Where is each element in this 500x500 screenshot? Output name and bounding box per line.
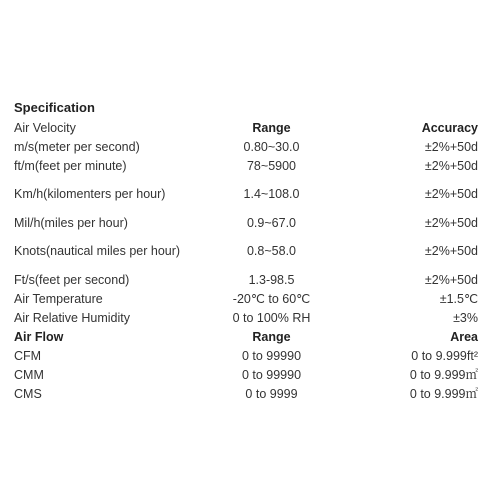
row-accuracy: ±1.5℃ [439,291,478,306]
velocity-header-label: Air Velocity [14,120,76,135]
row-label: ft/m(feet per minute) [14,158,127,173]
row-accuracy: ±2%+50d [424,139,478,154]
row-label: Air Relative Humidity [14,310,131,325]
row-label: Knots(nautical miles per hour) [14,243,181,258]
row-label: CFM [14,348,42,363]
row-label: m/s(meter per second) [14,139,140,154]
row-range: 0 to 99990 [241,367,302,382]
row-label: Mil/h(miles per hour) [14,215,128,230]
table-row [14,384,486,403]
table-row [14,213,486,232]
row-area: 0 to 9.999ft² [411,348,478,363]
table-row [14,346,486,365]
flow-header-area: Area [450,329,478,344]
row-range: 0.80~30.0 [243,139,300,154]
row-accuracy: ±2%+50d [424,187,478,201]
row-accuracy: ±3% [453,310,478,325]
row-accuracy: ±2%+50d [424,272,478,287]
row-label: CMM [14,367,44,382]
table-row [14,365,486,384]
table-row [14,156,486,175]
flow-header-label: Air Flow [14,329,64,344]
row-range: -20℃ to 60℃ [232,291,311,306]
row-range: 78~5900 [246,158,296,173]
spec-title: Specification [14,100,95,115]
table-row [14,175,486,213]
velocity-header-row [14,118,486,137]
row-area: 0 to 9.999㎡ [409,386,478,401]
row-accuracy: ±2%+50d [424,215,478,230]
velocity-header-accuracy: Accuracy [421,120,478,135]
velocity-header-range: Range [252,120,291,135]
row-accuracy: ±2%+50d [424,158,478,173]
row-accuracy: ±2%+50d [424,244,478,258]
row-label: CMS [14,386,42,401]
row-range: 0.8~58.0 [246,244,296,258]
specification-table [14,118,486,403]
table-row [14,270,486,289]
row-range: 1.4~108.0 [243,187,300,201]
row-range: 0 to 99990 [241,348,302,363]
row-range: 0 to 9999 [245,386,298,401]
table-row [14,308,486,327]
row-area: 0 to 9.999㎡ [409,367,478,382]
flow-header-range: Range [252,329,291,344]
row-label: Km/h(kilomenters per hour) [14,186,166,201]
row-label: Ft/s(feet per second) [14,272,130,287]
table-row [14,289,486,308]
row-range: 1.3-98.5 [248,272,295,287]
row-label: Air Temperature [14,291,103,306]
row-range: 0 to 100% RH [232,310,311,325]
row-range: 0.9~67.0 [246,215,296,230]
table-row [14,232,486,270]
table-row [14,137,486,156]
flow-header-row [14,327,486,346]
